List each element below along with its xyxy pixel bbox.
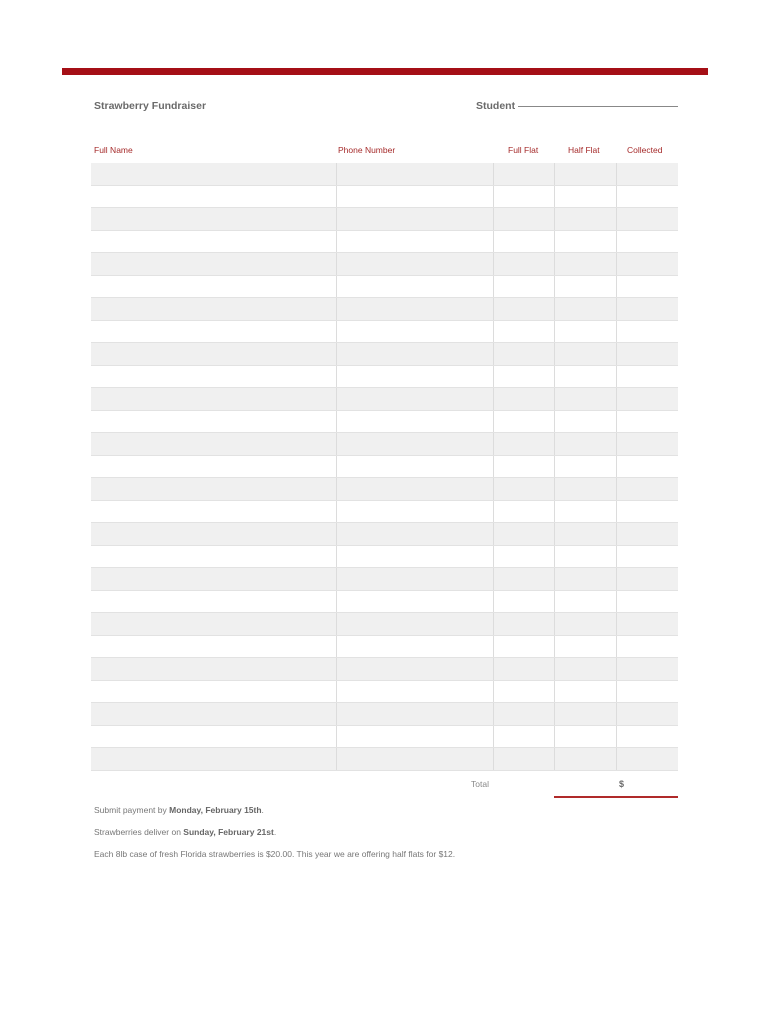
cell-full-flat[interactable] — [493, 590, 554, 613]
student-name-line[interactable] — [518, 106, 678, 107]
cell-full-name[interactable] — [91, 208, 336, 231]
cell-full-name[interactable] — [91, 298, 336, 321]
table-row — [91, 680, 678, 703]
cell-full-flat[interactable] — [493, 748, 554, 771]
table-row — [91, 748, 678, 771]
student-field — [476, 100, 678, 112]
table-row — [91, 388, 678, 411]
cell-full-name[interactable] — [91, 658, 336, 681]
cell-half-flat[interactable] — [554, 253, 616, 276]
table-row — [91, 478, 678, 501]
cell-collected[interactable] — [616, 635, 678, 658]
cell-collected[interactable] — [616, 365, 678, 388]
total-label: Total — [471, 779, 489, 789]
form-title: Strawberry Fundraiser — [94, 100, 207, 112]
cell-collected[interactable] — [616, 163, 678, 185]
cell-full-flat[interactable] — [493, 410, 554, 433]
cell-phone-number[interactable] — [336, 410, 493, 433]
cell-full-flat[interactable] — [493, 545, 554, 568]
table-row — [91, 545, 678, 568]
cell-full-name[interactable] — [91, 703, 336, 726]
table-row — [91, 523, 678, 546]
cell-half-flat[interactable] — [554, 658, 616, 681]
cell-half-flat[interactable] — [554, 455, 616, 478]
table-row — [91, 410, 678, 433]
cell-full-flat[interactable] — [493, 388, 554, 411]
cell-collected[interactable] — [616, 343, 678, 366]
cell-half-flat[interactable] — [554, 275, 616, 298]
cell-full-flat[interactable] — [493, 208, 554, 231]
table-row — [91, 703, 678, 726]
total-underline — [554, 796, 678, 798]
table-row — [91, 275, 678, 298]
table-row — [91, 568, 678, 591]
payment-deadline-note: Submit payment by Monday, February 15th. — [94, 805, 264, 815]
cell-phone-number[interactable] — [336, 275, 493, 298]
cell-half-flat[interactable] — [554, 545, 616, 568]
cell-full-flat[interactable] — [493, 478, 554, 501]
column-header-full-flat: Full Flat — [508, 145, 539, 155]
table-row — [91, 230, 678, 253]
cell-full-flat[interactable] — [493, 455, 554, 478]
cell-collected[interactable] — [616, 320, 678, 343]
cell-phone-number[interactable] — [336, 523, 493, 546]
table-row — [91, 500, 678, 523]
cell-half-flat[interactable] — [554, 230, 616, 253]
cell-full-name[interactable] — [91, 343, 336, 366]
cell-phone-number[interactable] — [336, 320, 493, 343]
cell-full-name[interactable] — [91, 163, 336, 185]
cell-collected[interactable] — [616, 725, 678, 748]
cell-phone-number[interactable] — [336, 703, 493, 726]
table-row — [91, 253, 678, 276]
cell-full-flat[interactable] — [493, 500, 554, 523]
cell-full-flat[interactable] — [493, 365, 554, 388]
table-row — [91, 163, 678, 185]
cell-half-flat[interactable] — [554, 320, 616, 343]
delivery-date: Sunday, February 21st — [183, 827, 274, 837]
cell-full-name[interactable] — [91, 725, 336, 748]
table-row — [91, 455, 678, 478]
cell-phone-number[interactable] — [336, 433, 493, 456]
cell-phone-number[interactable] — [336, 478, 493, 501]
cell-full-flat[interactable] — [493, 523, 554, 546]
cell-half-flat[interactable] — [554, 185, 616, 208]
cell-phone-number[interactable] — [336, 365, 493, 388]
table-row — [91, 298, 678, 321]
cell-half-flat[interactable] — [554, 433, 616, 456]
cell-full-name[interactable] — [91, 568, 336, 591]
cell-collected[interactable] — [616, 748, 678, 771]
cell-full-name[interactable] — [91, 455, 336, 478]
delivery-date-note: Strawberries deliver on Sunday, February 21st. — [94, 827, 277, 837]
cell-phone-number[interactable] — [336, 725, 493, 748]
cell-collected[interactable] — [616, 433, 678, 456]
table-row — [91, 433, 678, 456]
cell-half-flat[interactable] — [554, 613, 616, 636]
cell-phone-number[interactable] — [336, 635, 493, 658]
cell-half-flat[interactable] — [554, 703, 616, 726]
cell-half-flat[interactable] — [554, 680, 616, 703]
cell-full-flat[interactable] — [493, 703, 554, 726]
cell-collected[interactable] — [616, 388, 678, 411]
cell-full-flat[interactable] — [493, 298, 554, 321]
cell-full-name[interactable] — [91, 433, 336, 456]
student-label: Student — [476, 100, 516, 112]
cell-phone-number[interactable] — [336, 388, 493, 411]
table-row — [91, 658, 678, 681]
cell-phone-number[interactable] — [336, 680, 493, 703]
cell-phone-number[interactable] — [336, 163, 493, 185]
cell-full-name[interactable] — [91, 478, 336, 501]
cell-full-name[interactable] — [91, 410, 336, 433]
cell-collected[interactable] — [616, 253, 678, 276]
cell-phone-number[interactable] — [336, 658, 493, 681]
cell-full-name[interactable] — [91, 613, 336, 636]
cell-full-flat[interactable] — [493, 343, 554, 366]
cell-full-name[interactable] — [91, 635, 336, 658]
cell-full-flat[interactable] — [493, 185, 554, 208]
cell-full-flat[interactable] — [493, 320, 554, 343]
payment-deadline-date: Monday, February 15th — [169, 805, 262, 815]
cell-phone-number[interactable] — [336, 545, 493, 568]
cell-half-flat[interactable] — [554, 410, 616, 433]
table-row — [91, 185, 678, 208]
table-row — [91, 635, 678, 658]
cell-half-flat[interactable] — [554, 365, 616, 388]
cell-full-name[interactable] — [91, 748, 336, 771]
order-table — [91, 163, 678, 771]
cell-half-flat[interactable] — [554, 343, 616, 366]
cell-phone-number[interactable] — [336, 253, 493, 276]
cell-full-name[interactable] — [91, 185, 336, 208]
cell-full-name[interactable] — [91, 253, 336, 276]
cell-full-name[interactable] — [91, 365, 336, 388]
total-value[interactable]: $ — [619, 779, 625, 789]
cell-full-name[interactable] — [91, 320, 336, 343]
column-header-full-name: Full Name — [94, 145, 133, 155]
cell-phone-number[interactable] — [336, 568, 493, 591]
cell-full-name[interactable] — [91, 545, 336, 568]
cell-phone-number[interactable] — [336, 613, 493, 636]
cell-half-flat[interactable] — [554, 388, 616, 411]
cell-half-flat[interactable] — [554, 635, 616, 658]
header-accent-bar — [62, 68, 708, 75]
cell-phone-number[interactable] — [336, 230, 493, 253]
cell-full-flat[interactable] — [493, 725, 554, 748]
cell-half-flat[interactable] — [554, 568, 616, 591]
cell-full-name[interactable] — [91, 388, 336, 411]
cell-collected[interactable] — [616, 590, 678, 613]
table-row — [91, 343, 678, 366]
cell-phone-number[interactable] — [336, 590, 493, 613]
pricing-note: Each 8lb case of fresh Florida strawberries is $20.00. This year we are offering half flats for $12. — [94, 849, 456, 859]
cell-half-flat[interactable] — [554, 500, 616, 523]
cell-collected[interactable] — [616, 613, 678, 636]
column-header-half-flat: Half Flat — [568, 145, 600, 155]
column-header-collected: Collected — [627, 145, 663, 155]
cell-collected[interactable] — [616, 478, 678, 501]
cell-collected[interactable] — [616, 410, 678, 433]
cell-full-flat[interactable] — [493, 230, 554, 253]
cell-collected[interactable] — [616, 523, 678, 546]
cell-full-name[interactable] — [91, 500, 336, 523]
cell-collected[interactable] — [616, 500, 678, 523]
cell-full-name[interactable] — [91, 680, 336, 703]
cell-full-name[interactable] — [91, 523, 336, 546]
table-row — [91, 208, 678, 231]
cell-phone-number[interactable] — [336, 185, 493, 208]
table-row — [91, 590, 678, 613]
cell-half-flat[interactable] — [554, 298, 616, 321]
cell-half-flat[interactable] — [554, 208, 616, 231]
cell-full-name[interactable] — [91, 230, 336, 253]
cell-half-flat[interactable] — [554, 523, 616, 546]
cell-collected[interactable] — [616, 545, 678, 568]
cell-full-flat[interactable] — [493, 163, 554, 185]
cell-collected[interactable] — [616, 703, 678, 726]
cell-half-flat[interactable] — [554, 478, 616, 501]
cell-full-flat[interactable] — [493, 568, 554, 591]
cell-collected[interactable] — [616, 185, 678, 208]
table-row — [91, 365, 678, 388]
cell-full-flat[interactable] — [493, 433, 554, 456]
cell-half-flat[interactable] — [554, 725, 616, 748]
cell-half-flat[interactable] — [554, 163, 616, 185]
cell-collected[interactable] — [616, 455, 678, 478]
cell-collected[interactable] — [616, 568, 678, 591]
cell-half-flat[interactable] — [554, 748, 616, 771]
cell-full-flat[interactable] — [493, 275, 554, 298]
cell-full-flat[interactable] — [493, 635, 554, 658]
cell-full-name[interactable] — [91, 275, 336, 298]
cell-full-name[interactable] — [91, 590, 336, 613]
cell-full-flat[interactable] — [493, 680, 554, 703]
table-row — [91, 320, 678, 343]
cell-phone-number[interactable] — [336, 748, 493, 771]
table-row — [91, 613, 678, 636]
table-row — [91, 725, 678, 748]
column-header-phone-number: Phone Number — [338, 145, 396, 155]
cell-full-flat[interactable] — [493, 253, 554, 276]
cell-collected[interactable] — [616, 658, 678, 681]
cell-collected[interactable] — [616, 680, 678, 703]
cell-phone-number[interactable] — [336, 343, 493, 366]
cell-collected[interactable] — [616, 275, 678, 298]
cell-collected[interactable] — [616, 298, 678, 321]
cell-half-flat[interactable] — [554, 590, 616, 613]
cell-phone-number[interactable] — [336, 500, 493, 523]
cell-full-flat[interactable] — [493, 613, 554, 636]
cell-phone-number[interactable] — [336, 208, 493, 231]
cell-collected[interactable] — [616, 230, 678, 253]
cell-phone-number[interactable] — [336, 298, 493, 321]
cell-phone-number[interactable] — [336, 455, 493, 478]
cell-full-flat[interactable] — [493, 658, 554, 681]
cell-collected[interactable] — [616, 208, 678, 231]
